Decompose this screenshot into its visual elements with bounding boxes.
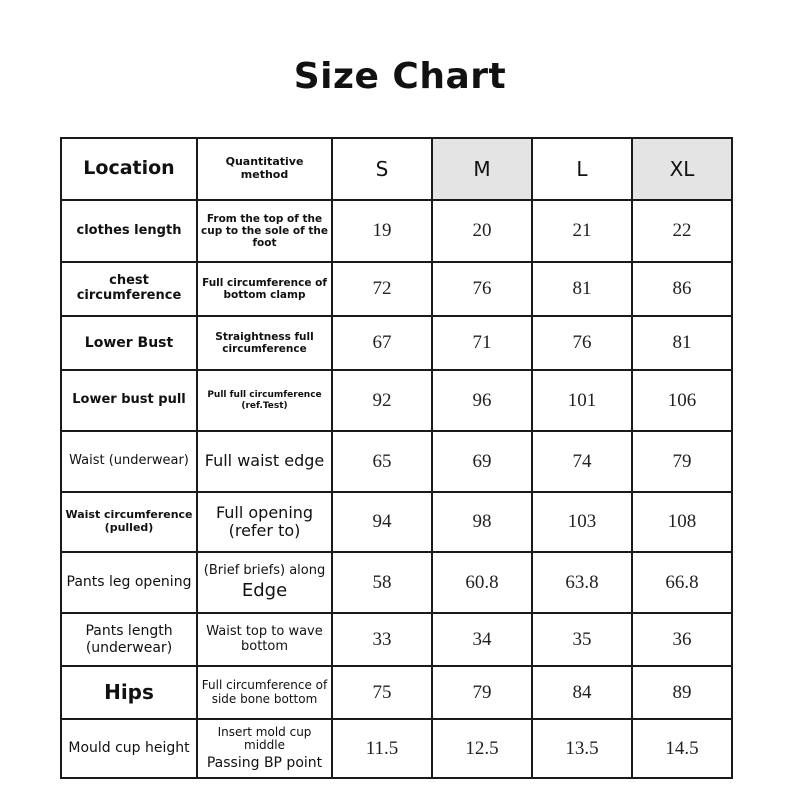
row-method	[197, 719, 332, 778]
value-xl: 108	[632, 492, 732, 552]
value-s: 11.5	[332, 719, 432, 778]
row-method: Waist top to wave bottom	[197, 613, 332, 666]
value-l: 103	[532, 492, 632, 552]
value-xl: 22	[632, 200, 732, 262]
size-chart-table	[60, 137, 733, 779]
value-s: 94	[332, 492, 432, 552]
header-method: Quantitative method	[197, 138, 332, 200]
row-method: From the top of the cup to the sole of the foot	[197, 200, 332, 262]
row-method-line1: (Brief briefs) along	[203, 562, 326, 578]
header-size-s: S	[332, 138, 432, 200]
value-xl: 81	[632, 316, 732, 370]
value-m: 96	[432, 370, 532, 431]
page-title: Size Chart	[293, 56, 507, 97]
header-row	[61, 138, 732, 200]
value-xl: 106	[632, 370, 732, 431]
value-xl: 86	[632, 262, 732, 316]
table-row	[61, 316, 732, 370]
value-l: 74	[532, 431, 632, 492]
table-row	[61, 552, 732, 613]
value-l: 81	[532, 262, 632, 316]
value-m: 71	[432, 316, 532, 370]
row-method: Full circumference of bottom clamp	[197, 262, 332, 316]
value-s: 19	[332, 200, 432, 262]
row-location: Lower Bust	[61, 316, 197, 370]
table-row	[61, 431, 732, 492]
value-xl: 14.5	[632, 719, 732, 778]
table-row	[61, 613, 732, 666]
row-method-line2: Passing BP point	[206, 755, 323, 772]
value-l: 13.5	[532, 719, 632, 778]
value-s: 58	[332, 552, 432, 613]
table-row	[61, 262, 732, 316]
header-location: Location	[61, 138, 197, 200]
header-size-xl: XL	[632, 138, 732, 200]
value-m: 12.5	[432, 719, 532, 778]
value-m: 34	[432, 613, 532, 666]
value-xl: 79	[632, 431, 732, 492]
value-m: 98	[432, 492, 532, 552]
row-location: Waist circumference (pulled)	[61, 492, 197, 552]
row-location: Mould cup height	[61, 719, 197, 778]
row-method	[197, 552, 332, 613]
row-method: Straightness full circumference	[197, 316, 332, 370]
row-location: Waist (underwear)	[61, 431, 197, 492]
row-location: Pants length (underwear)	[61, 613, 197, 666]
row-location: Hips	[61, 666, 197, 719]
value-l: 63.8	[532, 552, 632, 613]
row-location: Lower bust pull	[61, 370, 197, 431]
table-row	[61, 666, 732, 719]
header-size-l: L	[532, 138, 632, 200]
header-size-m: M	[432, 138, 532, 200]
value-l: 76	[532, 316, 632, 370]
table-row	[61, 492, 732, 552]
value-s: 75	[332, 666, 432, 719]
row-location: clothes length	[61, 200, 197, 262]
table-row	[61, 719, 732, 778]
row-method: Full waist edge	[197, 431, 332, 492]
value-m: 69	[432, 431, 532, 492]
row-method: Full opening (refer to)	[197, 492, 332, 552]
value-s: 92	[332, 370, 432, 431]
value-s: 65	[332, 431, 432, 492]
value-xl: 66.8	[632, 552, 732, 613]
value-l: 101	[532, 370, 632, 431]
value-s: 72	[332, 262, 432, 316]
row-location: Pants leg opening	[61, 552, 197, 613]
value-m: 79	[432, 666, 532, 719]
value-m: 76	[432, 262, 532, 316]
value-m: 60.8	[432, 552, 532, 613]
value-s: 67	[332, 316, 432, 370]
row-location: chest circumference	[61, 262, 197, 316]
row-method-line1: Insert mold cup middle	[217, 724, 312, 753]
value-xl: 89	[632, 666, 732, 719]
row-method-line2: Edge	[241, 579, 288, 601]
table-row	[61, 200, 732, 262]
value-l: 84	[532, 666, 632, 719]
value-l: 35	[532, 613, 632, 666]
row-method: Pull full circumference (ref.Test)	[197, 370, 332, 431]
row-method: Full circumference of side bone bottom	[197, 666, 332, 719]
value-m: 20	[432, 200, 532, 262]
table-row	[61, 370, 732, 431]
value-s: 33	[332, 613, 432, 666]
value-l: 21	[532, 200, 632, 262]
value-xl: 36	[632, 613, 732, 666]
